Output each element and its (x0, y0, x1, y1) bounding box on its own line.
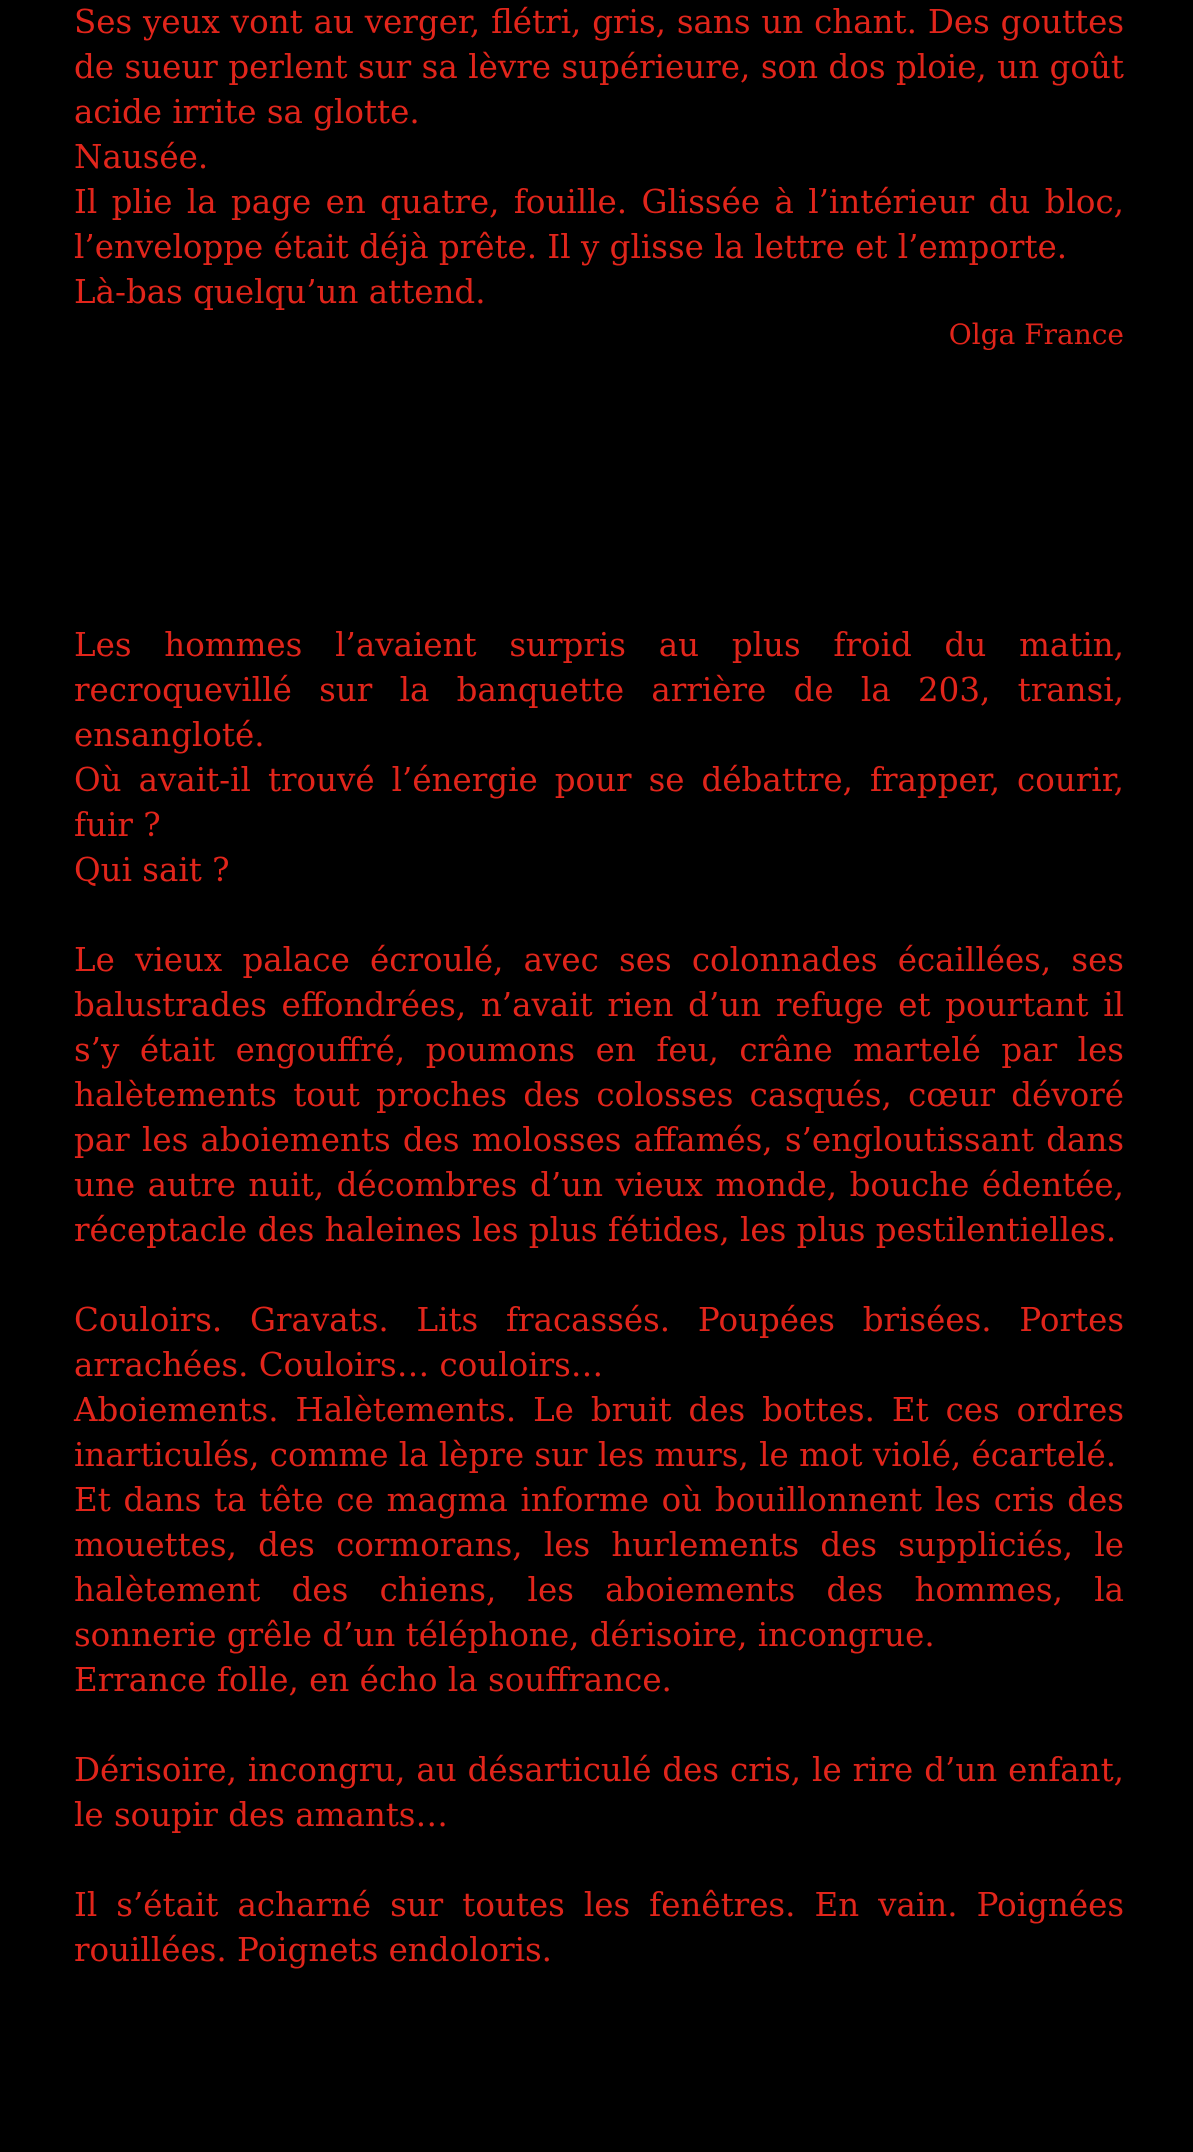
paragraph: Là-bas quelqu’un attend. (74, 273, 486, 311)
paragraph: Couloirs. Gravats. Lits fracassés. Poupées brisées. Portes arrachées. Couloirs… couloirs… (74, 1301, 1124, 1384)
paragraph-spacer (74, 1838, 1124, 1883)
paragraph: Qui sait ? (74, 851, 230, 889)
paragraph: Aboiements. Halètements. Le bruit des bottes. Et ces ordres inarticulés, comme la lèpre sur les murs, le mot violé, écartelé. (74, 1391, 1124, 1474)
paragraph: Et dans ta tête ce magma informe où bouillonnent les cris des mouettes, des cormorans, les hurlements des suppliciés, le halètement des chiens, les aboiements des hommes, la sonnerie grêle d’un téléphone, dérisoire, incongrue. (74, 1481, 1124, 1654)
paragraph: Où avait-il trouvé l’énergie pour se débattre, frapper, courir, fuir ? (74, 761, 1124, 844)
paragraph: Le vieux palace écroulé, avec ses colonnades écaillées, ses balustrades effondrées, n’avait rien d’un refuge et pourtant il s’y était engouffré, poumons en feu, crâne martelé par les halètements tout proches des colosses casqués, cœur dévoré par les aboiements des molosses affamés, s’engloutissant dans une autre nuit, décombres d’un vieux monde, bouche édentée, réceptacle des haleines les plus fétides, les plus pestilentielles. (74, 941, 1124, 1249)
paragraph-spacer (74, 1253, 1124, 1298)
paragraph: Ses yeux vont au verger, flétri, gris, sans un chant. Des gouttes de sueur perlent sur sa lèvre supérieure, son dos ploie, un goût acide irrite sa glotte. (74, 3, 1124, 131)
main-text-block (74, 623, 1124, 1973)
top-text-block (74, 0, 1124, 355)
author-signature: Olga France (948, 318, 1124, 351)
paragraph-spacer (74, 1703, 1124, 1748)
paragraph: Nausée. (74, 138, 209, 176)
paragraph: Les hommes l’avaient surpris au plus froid du matin, recroquevillé sur la banquette arrière de la 203, transi, ensangloté. (74, 626, 1124, 754)
paragraph-spacer (74, 893, 1124, 938)
paragraph: Errance folle, en écho la souffrance. (74, 1661, 672, 1699)
paragraph: Dérisoire, incongru, au désarticulé des cris, le rire d’un enfant, le soupir des amants… (74, 1751, 1124, 1834)
paragraph: Il plie la page en quatre, fouille. Glissée à l’intérieur du bloc, l’enveloppe était déjà prête. Il y glisse la lettre et l’emporte. (74, 183, 1124, 266)
paragraph: Il s’était acharné sur toutes les fenêtres. En vain. Poignées rouillées. Poignets endoloris. (74, 1886, 1124, 1969)
